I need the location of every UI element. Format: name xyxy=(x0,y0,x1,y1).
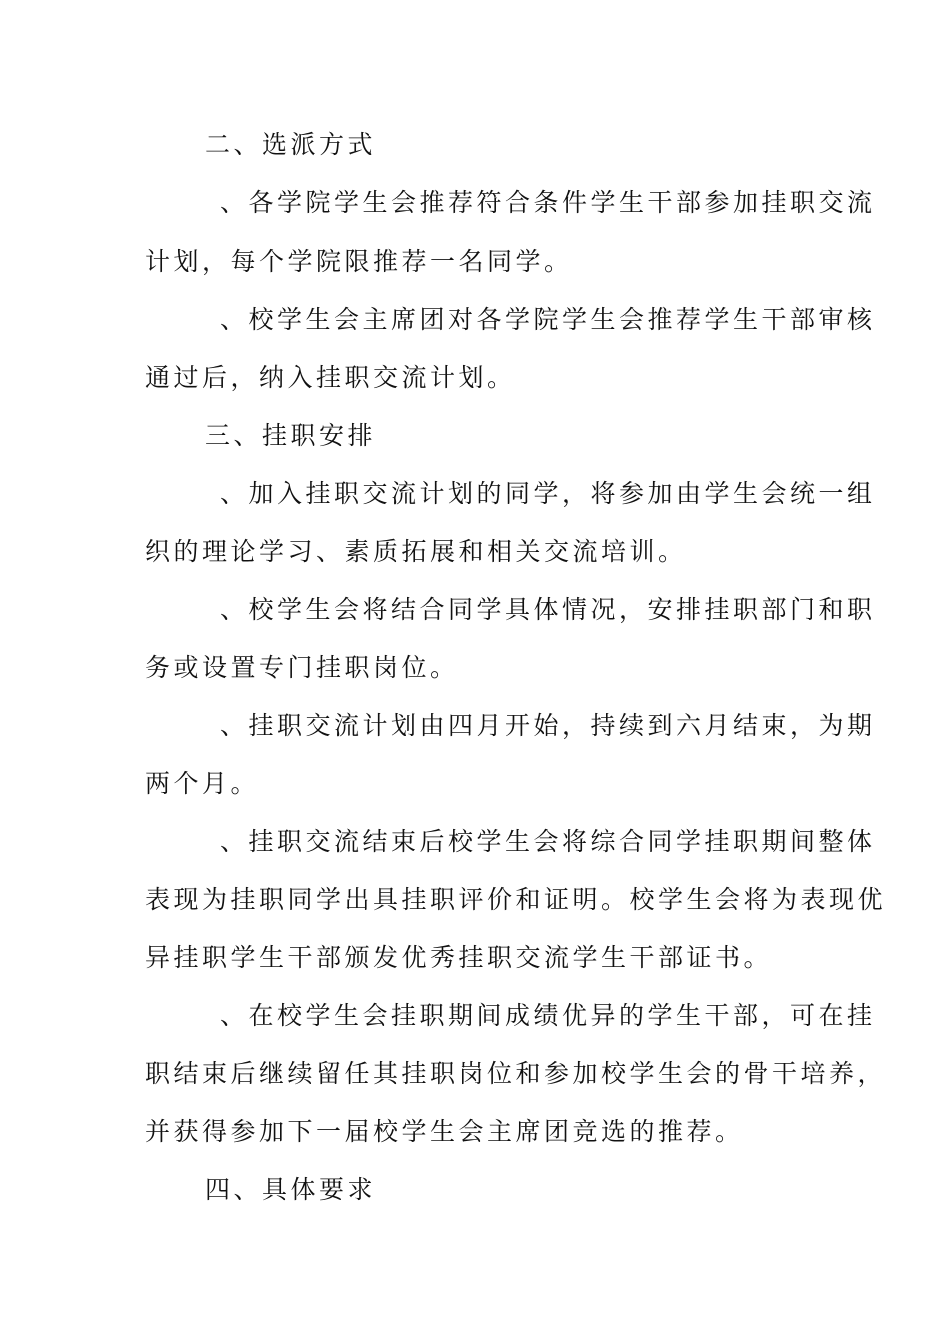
paragraph-line: 异挂职学生干部颁发优秀挂职交流学生干部证书。 xyxy=(145,943,773,972)
section-heading: 二、选派方式 xyxy=(205,130,377,159)
section-heading: 三、挂职安排 xyxy=(205,421,377,450)
paragraph-line: 计划，每个学院限推荐一名同学。 xyxy=(145,247,573,276)
paragraph-line: 两个月。 xyxy=(145,769,260,798)
paragraph-line: 、挂职交流计划由四月开始，持续到六月结束，为期 xyxy=(220,711,876,740)
paragraph-line: 并获得参加下一届校学生会主席团竞选的推荐。 xyxy=(145,1117,744,1146)
paragraph-line: 、在校学生会挂职期间成绩优异的学生干部，可在挂 xyxy=(220,1001,876,1030)
paragraph-line: 职结束后继续留任其挂职岗位和参加校学生会的骨干培养， xyxy=(145,1059,887,1088)
paragraph-line: 表现为挂职同学出具挂职评价和证明。校学生会将为表现优 xyxy=(145,885,887,914)
paragraph-line: 织的理论学习、素质拓展和相关交流培训。 xyxy=(145,537,687,566)
section-heading: 四、具体要求 xyxy=(205,1175,377,1204)
paragraph-line: 务或设置专门挂职岗位。 xyxy=(145,653,459,682)
paragraph-line: 、校学生会主席团对各学院学生会推荐学生干部审核 xyxy=(220,305,876,334)
paragraph-line: 、加入挂职交流计划的同学，将参加由学生会统一组 xyxy=(220,479,876,508)
paragraph-line: 、校学生会将结合同学具体情况，安排挂职部门和职 xyxy=(220,595,876,624)
paragraph-line: 、各学院学生会推荐符合条件学生干部参加挂职交流 xyxy=(220,188,876,217)
paragraph-line: 、挂职交流结束后校学生会将综合同学挂职期间整体 xyxy=(220,827,876,856)
paragraph-line: 通过后，纳入挂职交流计划。 xyxy=(145,363,516,392)
